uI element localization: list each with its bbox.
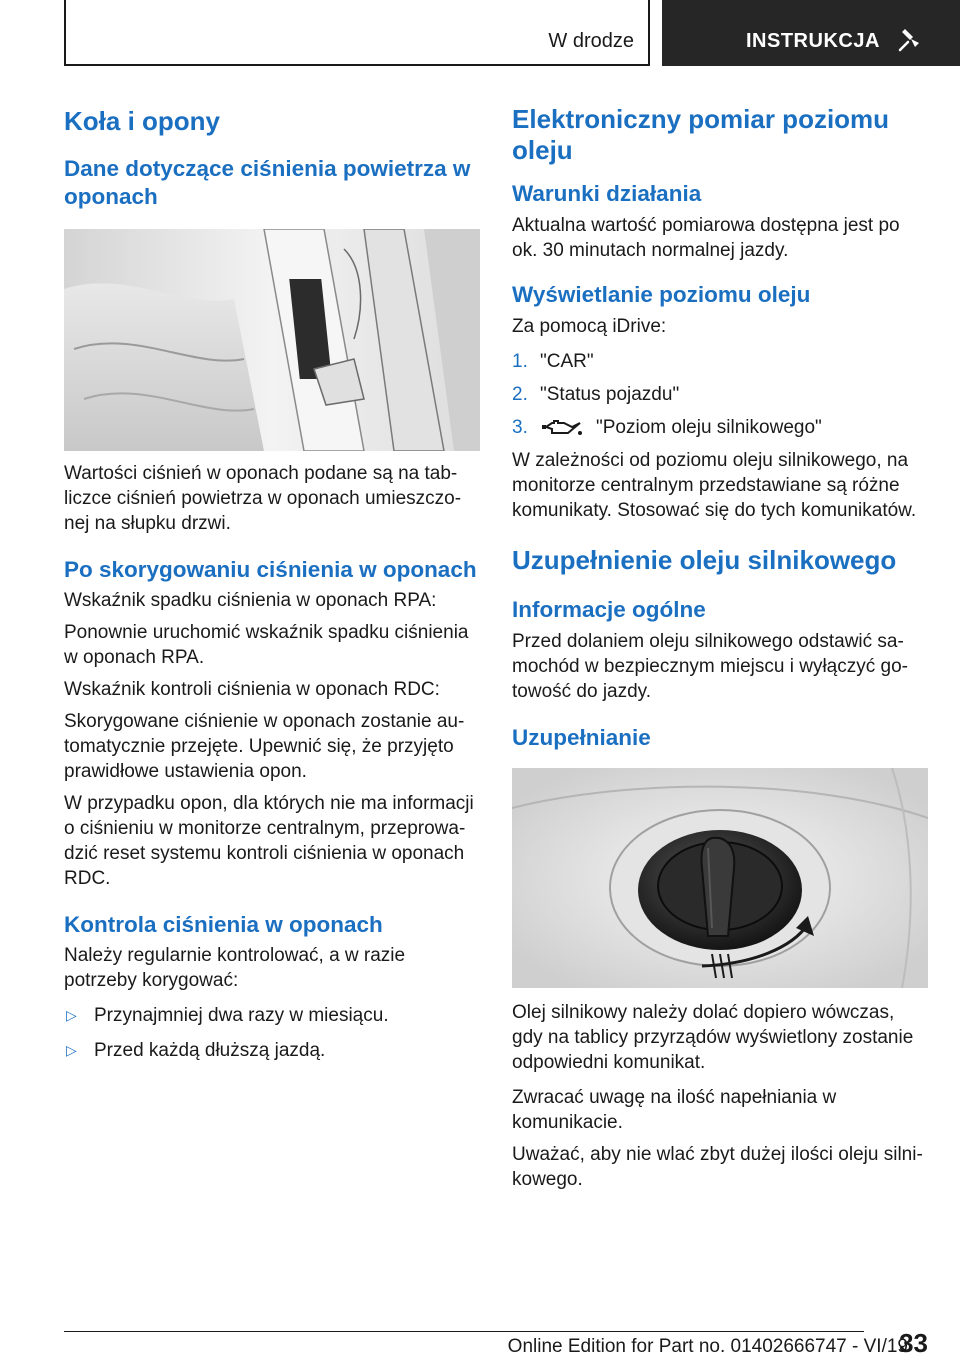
- conditions-paragraph: Aktualna wartość pomiarowa dostępna jest po ok. 30 minutach normalnej jazdy.: [512, 215, 900, 261]
- left-column: [64, 100, 480, 1063]
- footer-divider: [64, 1331, 864, 1332]
- heading-oil-display: Wyświetlanie poziomu oleju: [512, 282, 811, 307]
- heading-refilling: Uzupełnianie: [512, 725, 651, 750]
- list-item: [64, 1003, 480, 1028]
- heading-pressure-check: Kontrola ciśnienia w oponach: [64, 912, 383, 937]
- step-number: 3.: [512, 417, 528, 438]
- section-heading-oil-level: Elektroniczny pomiar poziomu oleju: [512, 104, 890, 165]
- idrive-intro: Za pomocą iDrive:: [512, 316, 667, 337]
- step-item: [512, 415, 928, 440]
- page-number: 33: [899, 1328, 928, 1358]
- heading-after-correction: Po skorygowaniu ciśnienia w oponach: [64, 557, 477, 582]
- rdc-reset-paragraph: W przypadku opon, dla których nie ma informacji o ciśnieniu w monitorze centralnym, przeprowadzić reset systemu kontroli ciśnienia w oponach RDC.: [64, 793, 474, 889]
- tire-pressure-paragraph: Wartości ciśnień w oponach podane są na tabliczce ciśnień powietrza w oponach umieszczonej na słupku drzwi.: [64, 463, 462, 534]
- oil-filler-cap-photo: [512, 768, 928, 988]
- door-pillar-photo: [64, 229, 480, 451]
- section-heading-refill: Uzupełnienie oleju silnikowego: [512, 545, 897, 575]
- step-item: [512, 382, 928, 407]
- triangle-bullet-icon: ▷: [66, 1007, 77, 1023]
- rdc-label: Wskaźnik kontroli ciśnienia w oponach RDC:: [64, 679, 440, 700]
- list-item-text: Przed każdą dłuższą jazdą.: [94, 1040, 326, 1061]
- rdc-auto-paragraph: Skorygowane ciśnienie w oponach zostanie automatycznie przejęte. Upewnić się, że przyjęto prawidłowe ustawienia opon.: [64, 711, 465, 782]
- triangle-bullet-icon: ▷: [66, 1042, 77, 1058]
- door-pillar-illustration: [64, 229, 480, 451]
- header-section-box: [64, 0, 650, 66]
- step-number: 2.: [512, 384, 528, 405]
- heading-operating-conditions: Warunki działania: [512, 181, 702, 206]
- refill-amount-paragraph: Zwracać uwagę na ilość napełniania w komunikacie.: [512, 1087, 837, 1133]
- heading-tire-pressure-data: Dane dotyczące ciśnienia powietrza w oponach: [64, 156, 471, 209]
- overfill-warning-paragraph: Uważać, aby nie wlać zbyt dużej ilości oleju silnikowego.: [512, 1144, 923, 1190]
- header-instruction-label: INSTRUKCJA: [746, 30, 880, 52]
- right-column: [512, 100, 928, 1192]
- tool-pointer-icon: [896, 26, 922, 54]
- heading-general-info: Informacje ogólne: [512, 597, 706, 622]
- step-text: "Status pojazdu": [540, 384, 680, 405]
- oil-cap-illustration: [512, 768, 928, 988]
- list-item: [64, 1038, 480, 1063]
- step-number: 1.: [512, 351, 528, 372]
- step-text: "CAR": [540, 351, 594, 372]
- rpa-label: Wskaźnik spadku ciśnienia w oponach RPA:: [64, 590, 437, 611]
- list-item-text: Przynajmniej dwa razy w miesiącu.: [94, 1005, 389, 1026]
- section-heading-wheels: Koła i opony: [64, 106, 220, 136]
- step-text: "Poziom oleju silnikowego": [596, 417, 822, 438]
- refill-timing-paragraph: Olej silnikowy należy dolać dopiero wówczas, gdy na tablicy przyrządów wyświetlony zostanie odpowiedni komunikat.: [512, 1002, 914, 1073]
- step-item: [512, 349, 928, 374]
- oil-can-icon: [540, 417, 584, 439]
- rpa-instruction: Ponownie uruchomić wskaźnik spadku ciśnienia w oponach RPA.: [64, 622, 469, 668]
- general-info-paragraph: Przed dolaniem oleju silnikowego odstawić samochód w bezpiecznym miejscu i wyłączyć gotowość do jazdy.: [512, 631, 908, 702]
- header-instruction-tab[interactable]: [662, 0, 960, 66]
- oil-messages-paragraph: W zależności od poziomu oleju silnikowego, na monitorze centralnym przedstawiane są różne komunikaty. Stosować się do tych komunikatów.: [512, 450, 917, 521]
- pressure-check-paragraph: Należy regularnie kontrolować, a w razie potrzeby korygować:: [64, 945, 406, 991]
- header-section-title: W drodze: [548, 30, 634, 52]
- footer-edition: Online Edition for Part no. 01402666747 - VI/19: [507, 1336, 908, 1357]
